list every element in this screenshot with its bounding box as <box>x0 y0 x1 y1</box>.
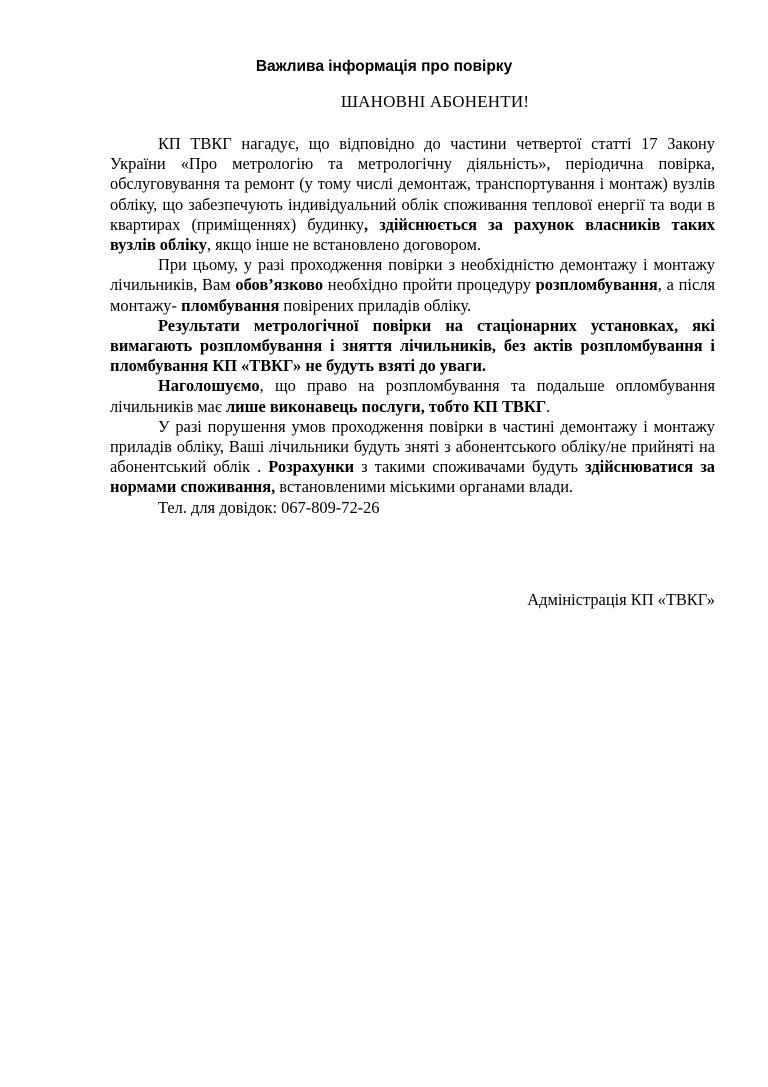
paragraph-bold-text: обов’язково <box>235 275 324 295</box>
paragraph-text: При цьому, у разі проходження повірки з необхідністю демонтажу і монтажу лічильників, Вам <box>110 255 715 295</box>
greeting: ШАНОВНІ АБОНЕНТИ! <box>340 92 530 111</box>
paragraph-text: повірених приладів обліку. <box>279 295 472 315</box>
paragraph-violation <box>110 417 715 498</box>
document-heading: Важлива інформація про повірку <box>255 58 513 75</box>
paragraph-bold-text: лише виконавець послуги, тобто КП ТВКГ <box>225 396 547 416</box>
paragraph-emphasis <box>110 376 715 416</box>
paragraph-text: КП ТВКГ нагадує, що відповідно до частини четвертої статті 17 Закону України «Про метрологію та метрологічну діяльність», періодична повірка, обслуговування та ремонт (у тому числі демонтаж, транспортування і монтаж) вузлів обліку, що забезпечують індивідуальний облік споживання теплової енергії та води в квартирах (приміщеннях) будинку <box>110 134 715 234</box>
paragraph-bold-text: здійснюватися за нормами споживання, <box>110 457 715 497</box>
document-body <box>110 134 715 518</box>
phone-text: Тел. для довідок: 067-809-72-26 <box>158 497 380 517</box>
paragraph-text: . <box>546 396 551 416</box>
paragraph-text: , якщо інше не встановлено договором. <box>206 235 481 255</box>
paragraph-text: У разі порушення умов проходження повірки в частині демонтажу і монтажу приладів обліку, Ваші лічильники будуть зняті з абонентського обліку/не прийняті на абонентський облік . <box>110 416 715 477</box>
signature: Адміністрація КП «ТВКГ» <box>527 590 715 609</box>
paragraph-text: встановленими міськими органами влади. <box>275 477 574 497</box>
paragraph-text: з такими споживачами будуть <box>354 457 586 477</box>
paragraph-text: , що право на розпломбування та подальше опломбування лічильників має <box>110 376 715 416</box>
paragraph-bold-text: Результати метрологічної повірки на стаціонарних установках, які вимагають розпломбування і зняття лічильників, без актів розпломбування і пломбування КП «ТВКГ» не будуть взяті до уваги. <box>110 315 715 376</box>
paragraph-reminder <box>110 134 715 255</box>
paragraph-sealing-procedure <box>110 255 715 316</box>
paragraph-text: необхідно пройти процедуру <box>323 275 536 295</box>
paragraph-bold-text: пломбування <box>181 295 280 315</box>
paragraph-text: , а після монтажу- <box>110 275 715 315</box>
paragraph-bold-text: розпломбування <box>535 275 658 295</box>
paragraph-bold-text: Наголошуємо <box>158 376 260 396</box>
paragraph-results-warning <box>110 316 715 377</box>
paragraph-bold-text: , здійснюється за рахунок власників таких вузлів обліку <box>110 214 715 255</box>
paragraph-bold-text: Розрахунки <box>268 457 355 477</box>
paragraph-phone <box>110 498 715 518</box>
